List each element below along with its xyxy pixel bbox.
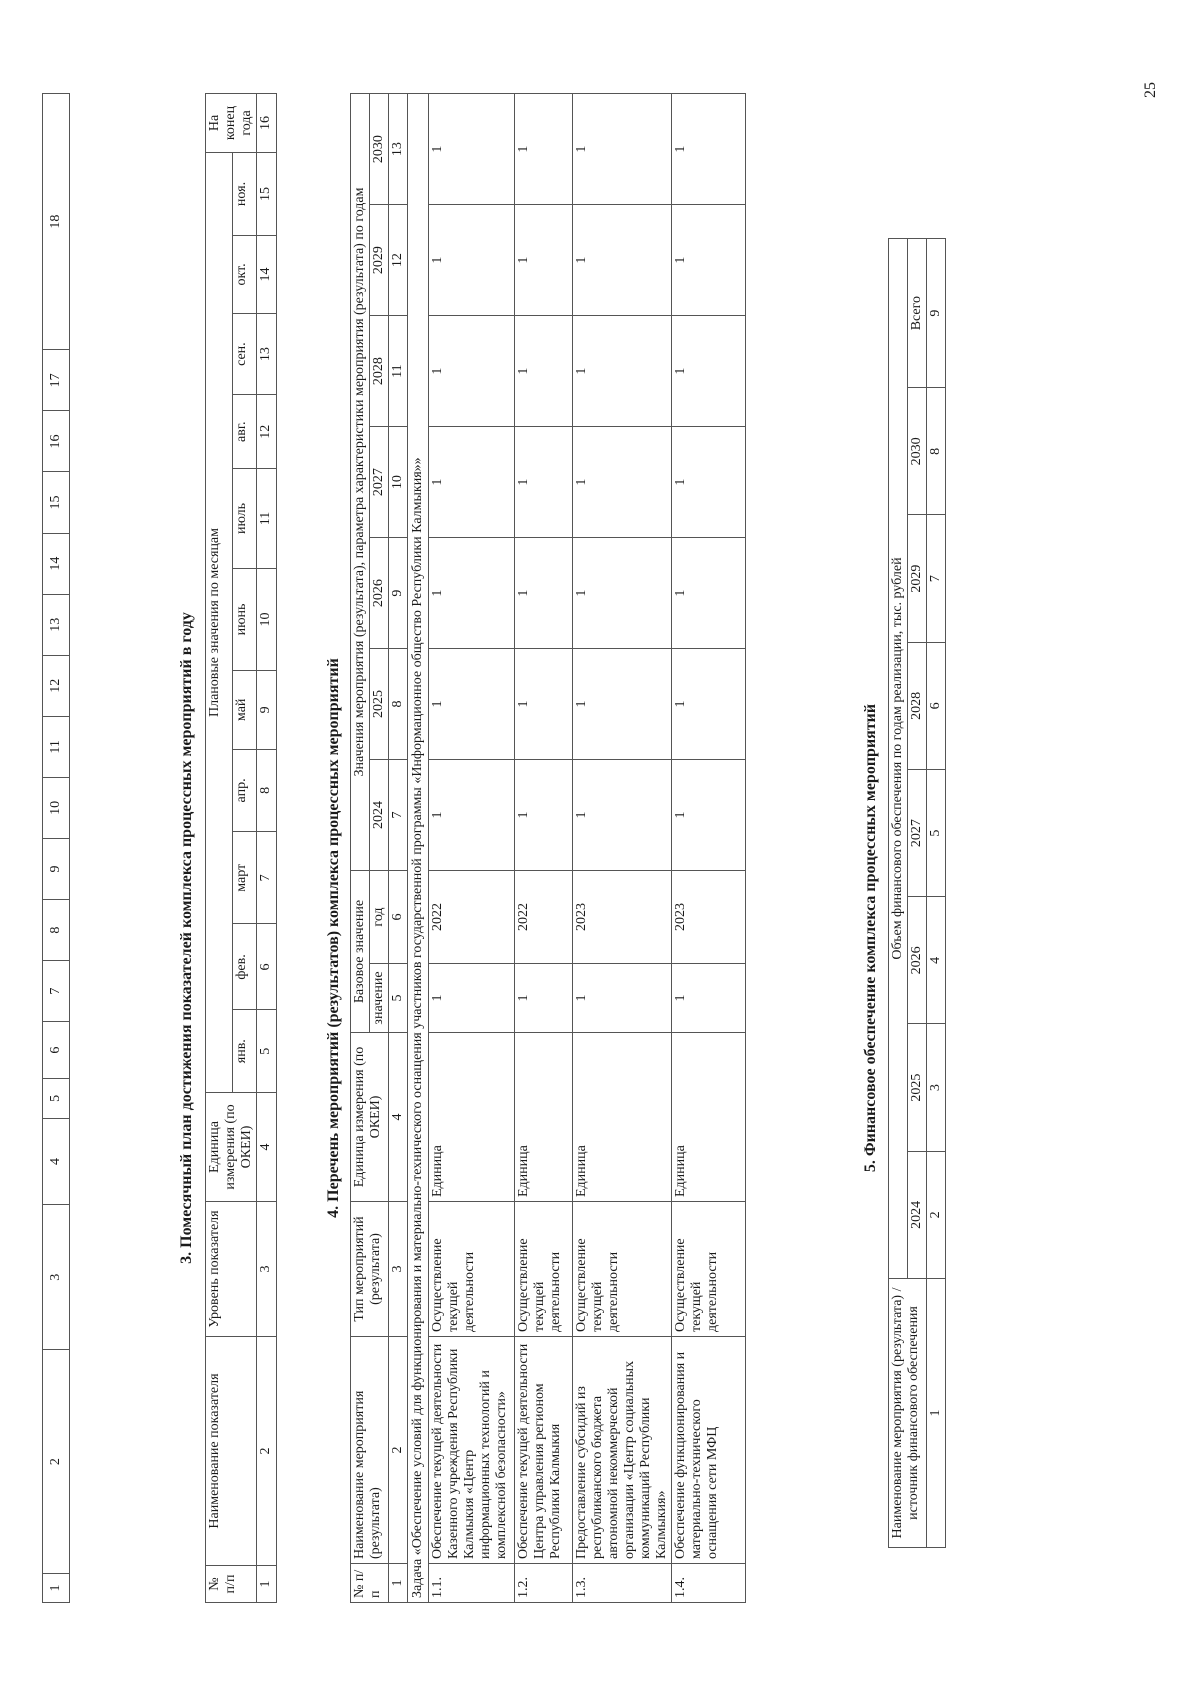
row-value: 1 — [573, 94, 672, 205]
row-value: 1 — [573, 427, 672, 538]
strip-cell: 15 — [43, 472, 70, 533]
year-header: 2025 — [908, 1024, 927, 1151]
col-num: 7 — [257, 832, 277, 924]
col-num: 6 — [927, 642, 946, 769]
col-num: 11 — [389, 316, 408, 427]
row-num: 1.2. — [515, 1564, 573, 1603]
month-header: ноя. — [232, 153, 256, 236]
strip-cell: 7 — [43, 961, 70, 1022]
col-num: 13 — [389, 94, 408, 205]
month-header: июль — [232, 469, 256, 569]
row-value: 1 — [672, 94, 746, 205]
col-num: 12 — [389, 205, 408, 316]
section5-title: 5. Финансовое обеспечение комплекса процессных мероприятий — [862, 703, 879, 1173]
col-num: 9 — [927, 239, 946, 388]
row-type: Осуществление текущей деятельности — [429, 1202, 515, 1337]
col-num: 2 — [257, 1337, 277, 1566]
strip-cell: 17 — [43, 350, 70, 411]
row-name: Обеспечение текущей деятельности Центра управления регионом Республики Калмыкия — [515, 1337, 573, 1564]
row-value: 1 — [515, 649, 573, 760]
row-value: 1 — [515, 94, 573, 205]
col-num: 1 — [389, 1564, 408, 1603]
col-num: 2 — [389, 1337, 408, 1564]
row-value: 1 — [429, 205, 515, 316]
strip-cell: 16 — [43, 411, 70, 472]
row-value: 1 — [515, 760, 573, 871]
row-type: Осуществление текущей деятельности — [515, 1202, 573, 1337]
strip-cell: 4 — [43, 1118, 70, 1205]
col-num: 1 — [257, 1566, 277, 1603]
col-num: 2 — [927, 1151, 946, 1278]
strip-cell: 13 — [43, 594, 70, 655]
month-header: фев. — [232, 924, 256, 1010]
strip-cell: 18 — [43, 94, 70, 350]
col-num: 6 — [389, 871, 408, 964]
col-num: 4 — [927, 897, 946, 1024]
row-value: 1 — [573, 205, 672, 316]
col-num: 11 — [257, 469, 277, 569]
col-num: 15 — [257, 153, 277, 236]
header-level: Уровень показателя — [206, 1202, 257, 1337]
col-num: 7 — [389, 760, 408, 871]
year-header: 2025 — [370, 649, 389, 760]
header-num: № п/п — [206, 1566, 257, 1603]
row-value: 1 — [672, 205, 746, 316]
strip-cell: 2 — [43, 1350, 70, 1574]
year-header: 2028 — [370, 316, 389, 427]
header-plan: Плановые значения по месяцам — [206, 153, 233, 1093]
header-unit: Единица измерения (по ОКЕИ) — [206, 1093, 257, 1202]
col-num: 16 — [257, 94, 277, 153]
header-base-value: значение — [370, 964, 389, 1033]
page-number: 25 — [1142, 82, 1159, 98]
col-num: 5 — [257, 1010, 277, 1093]
row-value: 1 — [672, 760, 746, 871]
row-base-year: 2023 — [672, 871, 746, 964]
year-header: 2027 — [908, 770, 927, 897]
col-num: 3 — [257, 1202, 277, 1337]
section3-title: 3. Помесячный план достижения показателей комплекса процессных мероприятий в году — [178, 612, 195, 1264]
section4-title: 4. Перечень мероприятий (результатов) комплекса процессных мероприятий — [325, 658, 342, 1218]
row-value: 1 — [429, 760, 515, 871]
section5-table — [888, 238, 946, 1548]
month-header: янв. — [232, 1010, 256, 1093]
strip-cell: 3 — [43, 1205, 70, 1350]
header-num: № п/п — [351, 1564, 389, 1603]
row-value: 1 — [429, 316, 515, 427]
year-header: 2027 — [370, 427, 389, 538]
row-value: 1 — [429, 649, 515, 760]
header-volume: Объем финансового обеспечения по годам реализации, тыс. рублей — [889, 239, 908, 1279]
row-num: 1.4. — [672, 1564, 746, 1603]
year-header: 2030 — [908, 388, 927, 515]
year-header: 2028 — [908, 642, 927, 769]
row-value: 1 — [573, 760, 672, 871]
year-header: Всего — [908, 239, 927, 388]
col-num: 3 — [389, 1202, 408, 1337]
col-num: 13 — [257, 313, 277, 394]
col-num: 5 — [927, 770, 946, 897]
col-num: 8 — [257, 749, 277, 832]
row-value: 1 — [429, 427, 515, 538]
strip-cell: 11 — [43, 716, 70, 777]
strip-cell: 1 — [43, 1574, 70, 1603]
row-value: 1 — [515, 205, 573, 316]
col-num: 10 — [257, 568, 277, 670]
month-header: июнь — [232, 568, 256, 670]
col-num: 12 — [257, 395, 277, 469]
header-type: Тип мероприятий (результата) — [351, 1202, 389, 1337]
row-base-value: 1 — [515, 964, 573, 1033]
task-row: Задача «Обеспечение условий для функционирования и материально-технического оснащения участников государственной программы «Информационное общество Республики Калмыкия»» — [408, 94, 429, 1603]
row-num: 1.1. — [429, 1564, 515, 1603]
month-header: март — [232, 832, 256, 924]
row-base-value: 1 — [429, 964, 515, 1033]
row-value: 1 — [515, 538, 573, 649]
header-unit: Единица измерения (по ОКЕИ) — [351, 1033, 389, 1202]
row-unit: Единица — [429, 1033, 515, 1202]
section4-table — [350, 93, 746, 1603]
header-base-year: год — [370, 871, 389, 964]
row-type: Осуществление текущей деятельности — [573, 1202, 672, 1337]
year-header: 2026 — [370, 538, 389, 649]
month-header: май — [232, 670, 256, 749]
row-unit: Единица — [573, 1033, 672, 1202]
col-num: 5 — [389, 964, 408, 1033]
header-name: Наименование мероприятия (результата) / источник финансового обеспечения — [889, 1279, 927, 1548]
col-num: 7 — [927, 515, 946, 642]
row-base-value: 1 — [672, 964, 746, 1033]
month-header: авг. — [232, 395, 256, 469]
year-header: 2030 — [370, 94, 389, 205]
col-num: 8 — [389, 649, 408, 760]
row-value: 1 — [573, 316, 672, 427]
header-end: На конец года — [206, 94, 257, 153]
year-header: 2026 — [908, 897, 927, 1024]
row-base-year: 2022 — [429, 871, 515, 964]
row-value: 1 — [672, 316, 746, 427]
col-num: 4 — [389, 1033, 408, 1202]
row-value: 1 — [573, 649, 672, 760]
row-base-year: 2022 — [515, 871, 573, 964]
row-name: Предоставление субсидий из республиканского бюджета автономной некоммерческой организации «Центр социальных коммуникаций Республики Калмыкия» — [573, 1337, 672, 1564]
year-header: 2024 — [370, 760, 389, 871]
strip-cell: 8 — [43, 900, 70, 961]
row-unit: Единица — [515, 1033, 573, 1202]
year-header: 2029 — [908, 515, 927, 642]
row-base-value: 1 — [573, 964, 672, 1033]
row-value: 1 — [515, 427, 573, 538]
row-value: 1 — [672, 538, 746, 649]
month-header: апр. — [232, 749, 256, 832]
col-num: 9 — [257, 670, 277, 749]
column-number-strip — [42, 93, 70, 1603]
section3-table — [205, 93, 277, 1603]
strip-cell: 10 — [43, 777, 70, 838]
month-header: сен. — [232, 313, 256, 394]
header-values: Значения мероприятия (результата), параметра характеристики мероприятия (результата) по годам — [351, 94, 370, 871]
row-name: Обеспечение текущей деятельности Казенного учреждения Республики Калмыкия «Центр информационных технологий и комплексной безопасности» — [429, 1337, 515, 1564]
col-num: 3 — [927, 1024, 946, 1151]
col-num: 14 — [257, 235, 277, 313]
strip-cell: 6 — [43, 1022, 70, 1079]
col-num: 1 — [927, 1279, 946, 1548]
strip-cell: 12 — [43, 655, 70, 716]
row-num: 1.3. — [573, 1564, 672, 1603]
row-value: 1 — [429, 94, 515, 205]
row-value: 1 — [672, 427, 746, 538]
month-header: окт. — [232, 235, 256, 313]
header-name: Наименование показателя — [206, 1337, 257, 1566]
row-value: 1 — [429, 538, 515, 649]
row-value: 1 — [672, 649, 746, 760]
col-num: 4 — [257, 1093, 277, 1202]
row-value: 1 — [515, 316, 573, 427]
col-num: 9 — [389, 538, 408, 649]
header-base: Базовое значение — [351, 871, 370, 1033]
col-num: 6 — [257, 924, 277, 1010]
strip-cell: 14 — [43, 533, 70, 594]
row-value: 1 — [573, 538, 672, 649]
year-header: 2024 — [908, 1151, 927, 1278]
col-num: 10 — [389, 427, 408, 538]
header-name: Наименование мероприятия (результата) — [351, 1337, 389, 1564]
strip-cell: 5 — [43, 1078, 70, 1118]
row-unit: Единица — [672, 1033, 746, 1202]
row-type: Осуществление текущей деятельности — [672, 1202, 746, 1337]
strip-cell: 9 — [43, 838, 70, 899]
col-num: 8 — [927, 388, 946, 515]
row-base-year: 2023 — [573, 871, 672, 964]
year-header: 2029 — [370, 205, 389, 316]
row-name: Обеспечение функционирования и материально-технического оснащения сети МФЦ — [672, 1337, 746, 1564]
